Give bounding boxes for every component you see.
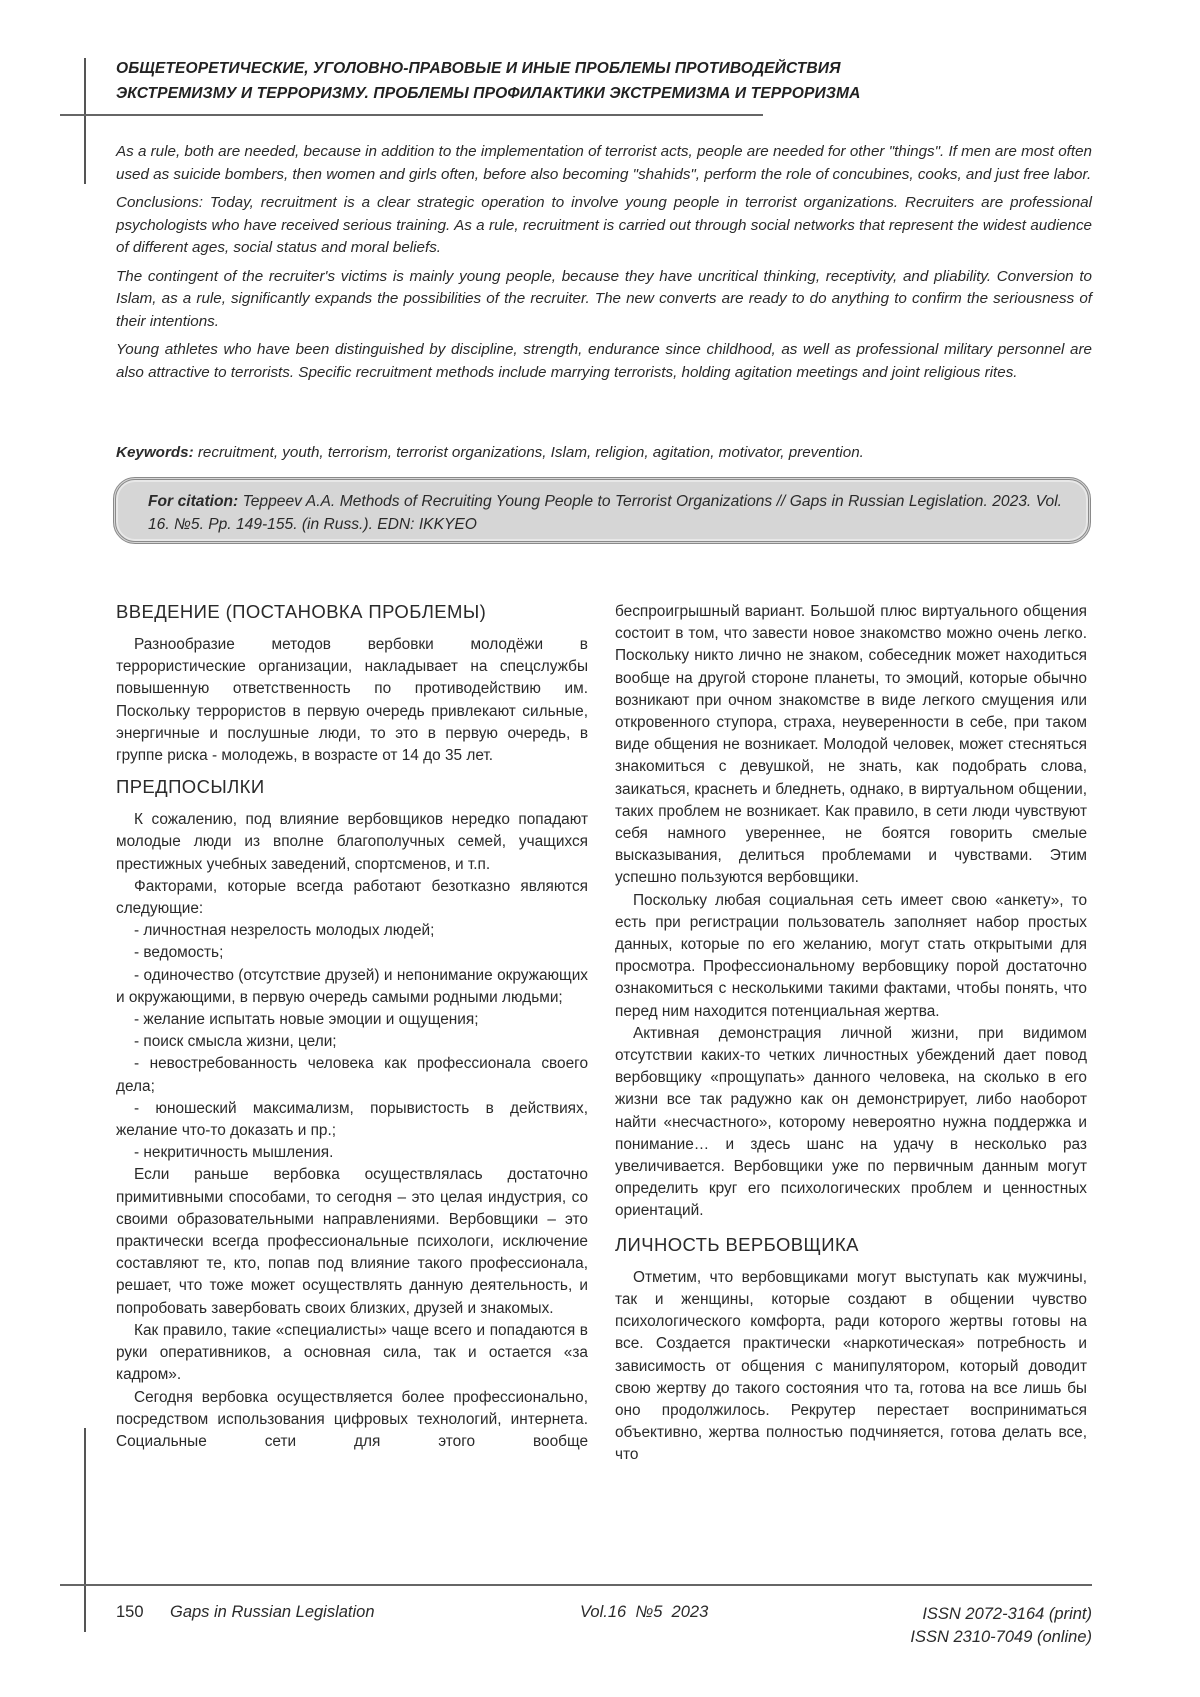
citation-reference: Teppeev A.A. Methods of Recruiting Young People to Terrorist Organizations // Gaps in Russian Legislation. 2023. Vol. 16. №5. Pp. 149-155. (in Russ.). EDN: IKKYEO <box>148 493 1062 533</box>
factor-list-item: - желание испытать новые эмоции и ощущения; <box>134 1011 479 1029</box>
left-column <box>116 600 588 1453</box>
keywords-text: recruitment, youth, terrorism, terrorist organizations, Islam, religion, agitation, motivator, prevention. <box>193 444 864 461</box>
citation-box <box>113 477 1091 544</box>
abstract-conclusions: Conclusions: Today, recruitment is a clear strategic operation to involve young people in terrorist organizations. Recruiters are professional psychologists who have received serious training. As a rule, recruitment is carried out through social networks that represent the widest audience of different ages, social status and moral beliefs. <box>116 194 1092 256</box>
citation-text <box>148 490 1062 536</box>
body-paragraph: Как правило, такие «специалисты» чаще всего и попадаются в руки оперативников, а основная сила, так и остается «за кадром». <box>116 1321 588 1384</box>
factor-list-item: - юношеский максимализм, порывистость в действиях, желание что-то доказать и пр.; <box>116 1099 588 1140</box>
footer-rule <box>60 1584 1092 1586</box>
bottom-left-vertical-rule <box>84 1428 86 1632</box>
body-paragraph: Разнообразие методов вербовки молодёжи в террористические организации, накладывает на спецслужбы повышенную ответственность по противодействию им. Поскольку террористов в первую очередь привлекают сильные, энергичные и послушные люди, то это в первую очередь, в группе риска - молодежь, в возрасте от 14 до 35 лет. <box>116 636 588 765</box>
factor-list-item: - одиночество (отсутствие друзей) и непонимание окружающих и окружающими, в первую очередь самыми родными людьми; <box>116 966 588 1006</box>
section-heading-prerequisites: ПРЕДПОСЫЛКИ <box>116 776 265 798</box>
top-left-vertical-rule <box>84 58 86 184</box>
abstract-paragraph: The contingent of the recruiter's victims is mainly young people, because they have uncritical thinking, receptivity, and pliability. Conversion to Islam, as a rule, significantly expands the possibilities of the recruiter. The new converts are ready to do anything to confirm the seriousness of their intentions. <box>116 267 1092 330</box>
factor-list-item: - поиск смысла жизни, цели; <box>134 1033 337 1051</box>
body-paragraph: Активная демонстрация личной жизни, при видимом отсутствии каких-то четких личностных убеждений дает повод вербовщику «прощупать» данного человека, на сколько в его жизни все так радужно как он демонстрирует, либо наоборот найти «несчастного», которому невероятно нужна поддержка и понимание… и здесь шанс на удачу в несколько раз увеличивается. Вербовщики уже по первичным данным могут определить круг его психологических проблем и ценностных ориентаций. <box>615 1024 1087 1220</box>
page-number: 150 <box>116 1603 144 1621</box>
abstract <box>116 141 1092 390</box>
abstract-paragraph: Young athletes who have been distinguished by discipline, strength, endurance since childhood, as well as professional military personnel are also attractive to terrorists. Specific recruitment methods include marrying terrorists, holding agitation meetings and joint religious rites. <box>116 341 1092 381</box>
running-head-line-1: ОБЩЕТЕОРЕТИЧЕСКИЕ, УГОЛОВНО-ПРАВОВЫЕ И ИНЫЕ ПРОБЛЕМЫ ПРОТИВОДЕЙСТВИЯ <box>116 60 841 77</box>
journal-name: Gaps in Russian Legislation <box>170 1603 375 1621</box>
running-head-line-2: ЭКСТРЕМИЗМУ И ТЕРРОРИЗМУ. ПРОБЛЕМЫ ПРОФИЛАКТИКИ ЭКСТРЕМИЗМА И ТЕРРОРИЗМА <box>116 85 861 102</box>
body-paragraph: Факторами, которые всегда работают безотказно являются следующие: <box>116 877 588 918</box>
factor-list-item: - невостребованность человека как профессионала своего дела; <box>116 1055 588 1095</box>
factor-list-item: - некритичность мышления. <box>134 1144 334 1162</box>
body-paragraph: беспроигрышный вариант. Большой плюс виртуального общения состоит в том, что завести новое знакомство можно очень легко. Поскольку никто лично не знаком, собеседник может находиться вообще на другой стороне планеты, то эмоций, которые обычно возникают при очном знакомстве в виде легкого смущения или откровенного ступора, страха, неуверенности в себе, при таком виде общения не возникает. Молодой человек, может стесняться знакомиться с девушкой, не знать, как подобрать слова, заикаться, краснеть и бледнеть, однако, в виртуальном общении, таких проблем не возникает. Как правило, в сети люди чувствуют себя намного увереннее, не боятся говорить смелые высказывания, делиться проблемами и чувствами. Этим успешно пользуются вербовщики. <box>615 603 1087 887</box>
running-head <box>116 56 1076 106</box>
body-paragraph: Поскольку любая социальная сеть имеет свою «анкету», то есть при регистрации пользователь заполняет набор простых данных, которые по его желанию, могут стать открытыми для просмотра. Профессиональному вербовщику порой достаточно ознакомиться с несколькими такими фактами, чтобы понять, что перед ним находится потенциальная жертва. <box>615 891 1087 1020</box>
volume-issue: Vol.16 №5 2023 <box>580 1603 709 1621</box>
header-rule <box>60 114 763 116</box>
section-heading-introduction: ВВЕДЕНИЕ (ПОСТАНОВКА ПРОБЛЕМЫ) <box>116 601 487 622</box>
keywords-label: Keywords: <box>116 444 194 461</box>
issn-online: ISSN 2310-7049 (online) <box>910 1628 1092 1646</box>
issn-block <box>910 1603 1092 1649</box>
section-heading-recruiter-personality: ЛИЧНОСТЬ ВЕРБОВЩИКА <box>615 1233 859 1255</box>
issn-print: ISSN 2072-3164 (print) <box>922 1605 1092 1623</box>
factor-list-item: - личностная незрелость молодых людей; <box>134 922 435 940</box>
body-paragraph: Если раньше вербовка осуществлялась достаточно примитивными способами, то сегодня – это целая индустрия, со своими образовательными направлениями. Вербовщики – это практически всегда профессиональные психологи, исключение составляют те, кто, попав под влияние такого профессионала, решает, что тоже может осуществлять данную деятельность, и попробовать завербовать своих близких, друзей и знакомых. <box>116 1166 588 1317</box>
body-paragraph: Сегодня вербовка осуществляется более профессионально, посредством использования цифровых технологий, интернета. Социальные сети для этого вообще <box>116 1388 588 1450</box>
factor-list-item: - ведомость; <box>134 944 224 962</box>
body-paragraph: К сожалению, под влияние вербовщиков нередко попадают молодые люди из вполне благополучных семей, учащихся престижных учебных заведений, спортсменов, и т.п. <box>116 811 588 873</box>
body-paragraph: Отметим, что вербовщиками могут выступать как мужчины, так и женщины, которые создают в общении чувство психологического комфорта, ради которого жертвы готовы на все. Создается практически «наркотическая» потребность и зависимость от общения с манипулятором, который доводит свою жертву до такого состояния что та, готова на все лишь бы оно продолжилось. Рекрутер перестает восприниматься объективно, жертва полностью подчиняется, готова делать все, что <box>615 1268 1087 1464</box>
citation-label: For citation: <box>148 493 239 510</box>
page-footer <box>116 1603 1092 1653</box>
abstract-paragraph: As a rule, both are needed, because in addition to the implementation of terrorist acts, people are needed for other "things". If men are most often used as suicide bombers, then women and girls often, before also becoming "shahids", perform the role of concubines, cooks, and just free labor. <box>116 143 1092 183</box>
right-column <box>615 601 1087 1467</box>
keywords <box>116 442 1092 464</box>
